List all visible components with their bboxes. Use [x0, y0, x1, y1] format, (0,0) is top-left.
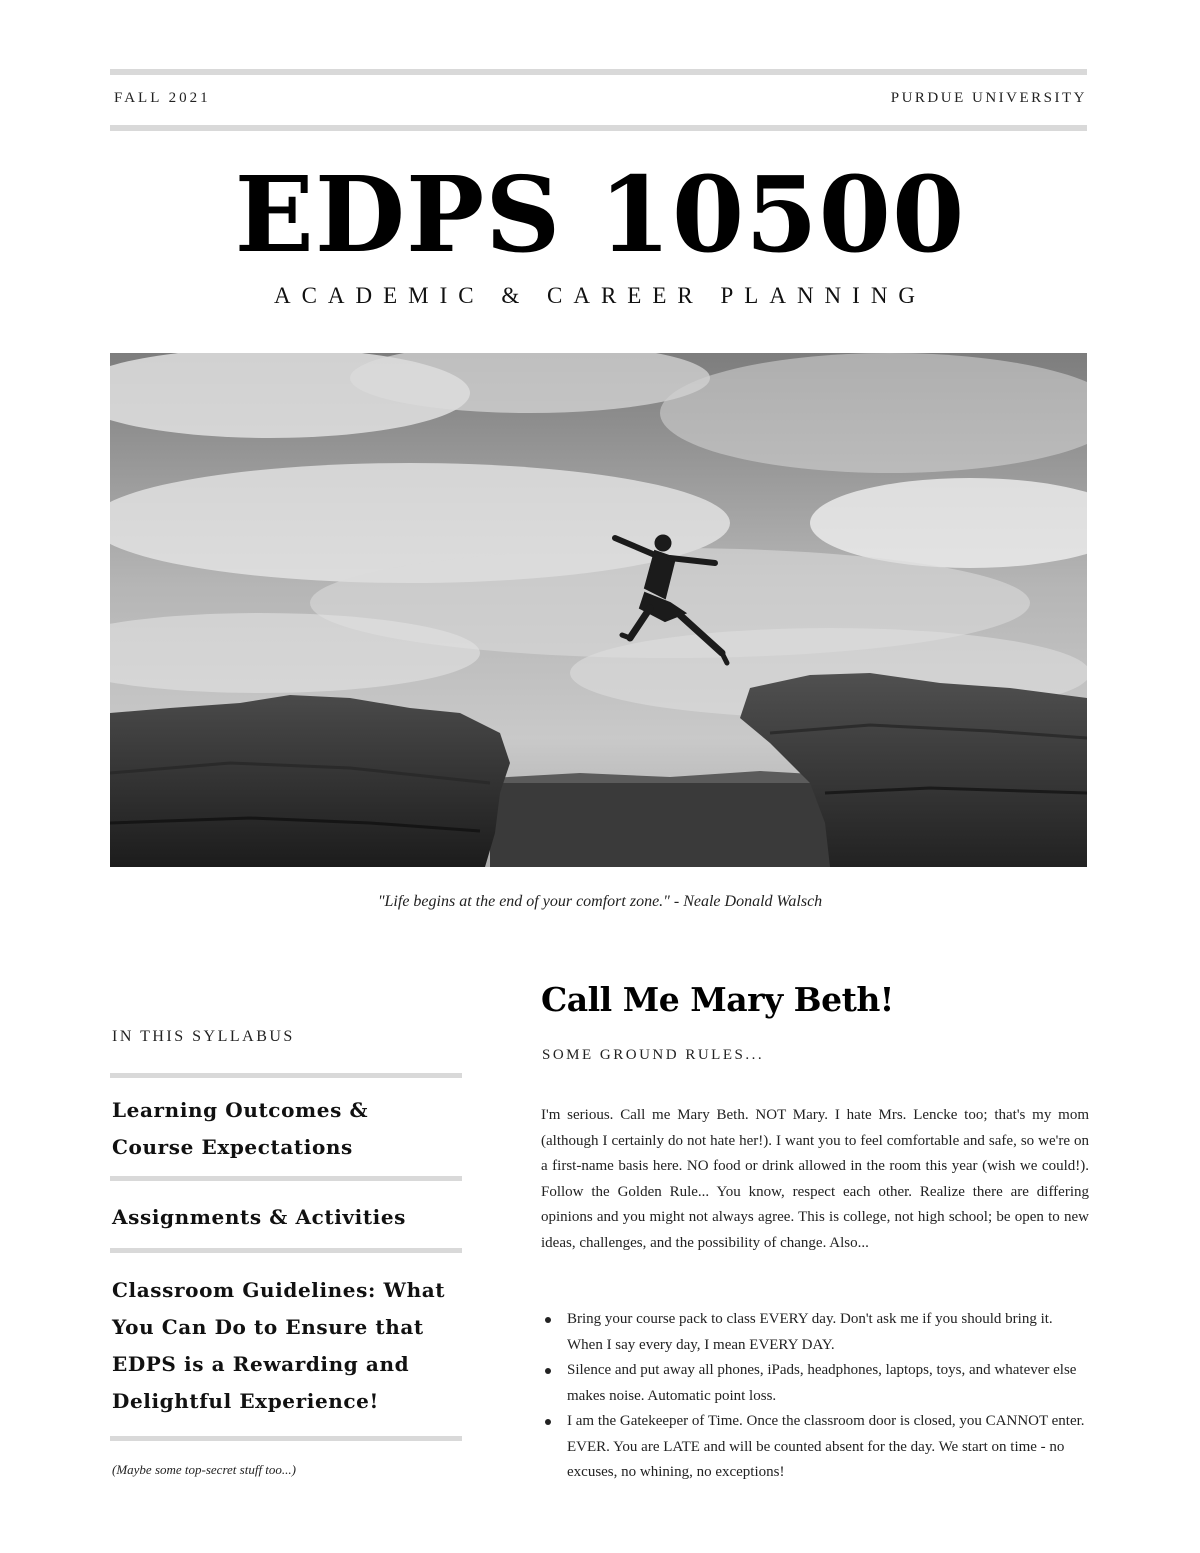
toc-rule [110, 1073, 462, 1078]
header-top-rule [110, 69, 1087, 75]
toc-note: (Maybe some top-secret stuff too...) [112, 1462, 296, 1477]
toc-item-assignments[interactable]: Assignments & Activities [112, 1205, 407, 1229]
toc-rule [110, 1436, 462, 1441]
hero-quote: "Life begins at the end of your comfort zone." - Neale Donald Walsch [377, 893, 823, 910]
section-title: Call Me Mary Beth! [541, 980, 894, 1019]
intro-paragraph: I'm serious. Call me Mary Beth. NOT Mary. I hate Mrs. Lencke too; that's my mom (although I certainly do not hate her!). I want you to feel comfortable and safe, so we're on a first-name basis here. NO food or drink allowed in the room this year (wish we could!). Follow the Golden Rule... You know, respect each other. Realize there are differing opinions and you might not always agree. This is college, not high school; be open to new ideas, challenges, and the possibility of change. Also... [541, 1107, 1089, 1251]
toc-item-learning-outcomes[interactable]: Learning Outcomes & Course Expectations [112, 1098, 369, 1159]
institution-label: PURDUE UNIVERSITY [890, 90, 1087, 106]
course-title: EDPS 10500 [234, 153, 966, 276]
term-label: FALL 2021 [114, 90, 211, 106]
section-kicker: SOME GROUND RULES... [542, 1047, 765, 1063]
toc-rule [110, 1248, 462, 1253]
list-item: Bring your course pack to class EVERY day. Don't ask me if you should bring it. When I say every day, I mean EVERY DAY. [541, 1307, 1089, 1358]
list-item: Silence and put away all phones, iPads, headphones, laptops, toys, and whatever else makes noise. Automatic point loss. [541, 1358, 1089, 1409]
toc-rule [110, 1176, 462, 1181]
header-bottom-rule [110, 125, 1087, 131]
course-subtitle: ACADEMIC & CAREER PLANNING [273, 283, 927, 308]
hero-photo [110, 353, 1087, 867]
toc-heading: IN THIS SYLLABUS [112, 1028, 295, 1045]
list-item: I am the Gatekeeper of Time. Once the classroom door is closed, you CANNOT enter. EVER. You are LATE and will be counted absent for the day. We start on time - no excuses, no whining, no exceptions! [541, 1409, 1089, 1486]
toc-item-classroom-guidelines[interactable]: Classroom Guidelines: What You Can Do to Ensure that EDPS is a Rewarding and Delightful Experience! [112, 1278, 446, 1413]
ground-rules-list [541, 1307, 1089, 1486]
